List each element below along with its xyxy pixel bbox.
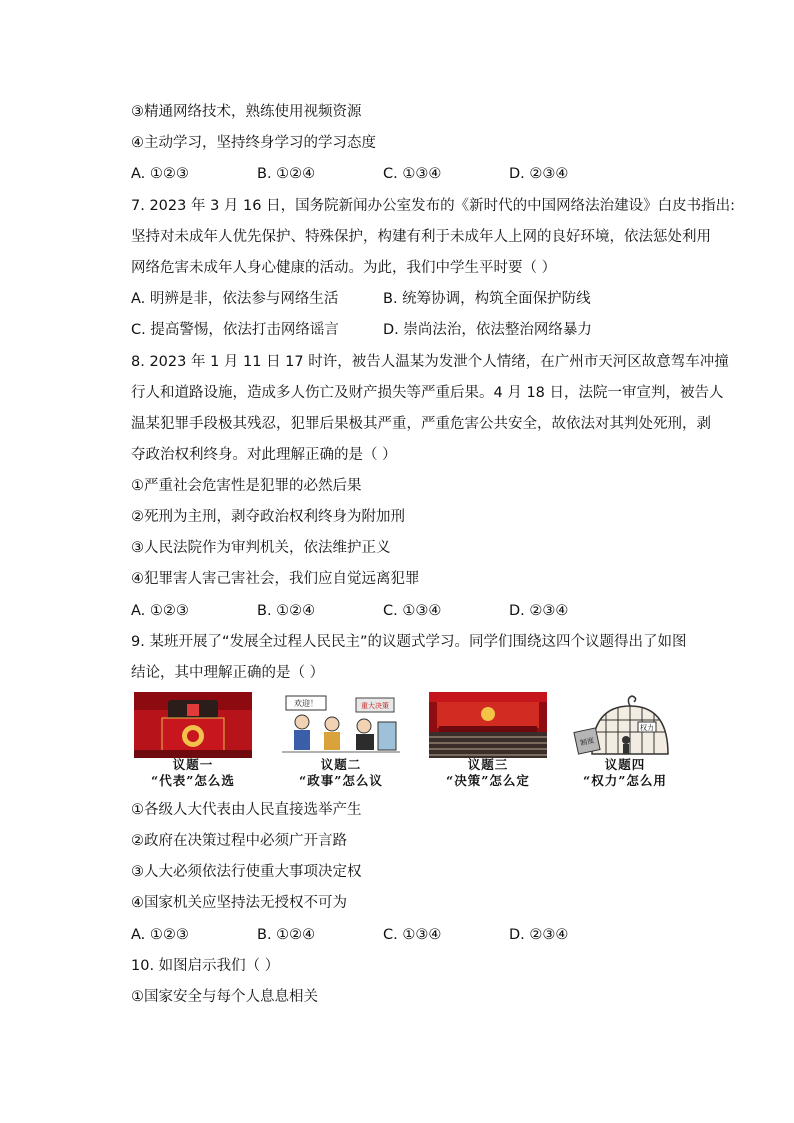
q6-statement-4: ④主动学习，坚持终身学习的学习态度 <box>131 135 376 151</box>
topic-2-sign-text: 重大决策 <box>361 702 389 710</box>
q7-stem-line-3: 网络危害未成年人身心健康的活动。为此，我们中学生平时要（ ） <box>131 260 557 276</box>
q7-stem-line-2: 坚持对未成年人优先保护、特殊保护，构建有利于未成年人上网的良好环境，依法惩处利用 <box>131 229 711 245</box>
topic-1-image <box>134 692 252 758</box>
topic-1-title: 议题一 <box>172 757 214 772</box>
q6-option-d: D. ②③④ <box>509 166 569 182</box>
q10-stem: 10. 如图启示我们（ ） <box>131 958 280 974</box>
q9-statement-4: ④国家机关应坚持法无授权不可为 <box>131 895 347 911</box>
q8-stem-line-3: 温某犯罪手段极其残忍，犯罪后果极其严重，严重危害公共安全，故依法对其判处死刑，剥 <box>131 416 711 432</box>
q6-option-a: A. ①②③ <box>131 166 189 182</box>
q7-option-d: D. 崇尚法治，依法整治网络暴力 <box>383 322 592 338</box>
topic-2-title: 议题二 <box>320 757 362 772</box>
q10-statement-1: ①国家安全与每个人息息相关 <box>131 989 318 1005</box>
q9-statement-3: ③人大必须依法行使重大事项决定权 <box>131 864 362 880</box>
q8-option-a: A. ①②③ <box>131 603 189 619</box>
q8-stem-line-2: 行人和道路设施，造成多人伤亡及财产损失等严重后果。4 月 18 日，法院一审宣判，被告人 <box>131 385 724 401</box>
q9-statement-1: ①各级人大代表由人民直接选举产生 <box>131 802 362 818</box>
q9-stem-line-1: 9. 某班开展了“发展全过程人民民主”的议题式学习。同学们围绕这四个议题得出了如图 <box>131 634 687 650</box>
q8-statement-1: ①严重社会危害性是犯罪的必然后果 <box>131 478 362 494</box>
topic-3-subtitle: “决策”怎么定 <box>446 773 530 788</box>
topic-4-subtitle: “权力”怎么用 <box>583 773 667 788</box>
q9-option-c: C. ①③④ <box>383 927 442 943</box>
topic-2-image <box>282 692 400 758</box>
q7-option-b: B. 统筹协调，构筑全面保护防线 <box>383 291 591 307</box>
q7-stem-line-1: 7. 2023 年 3 月 16 日，国务院新闻办公室发布的《新时代的中国网络法治建设》白皮书指出: <box>131 198 735 214</box>
q9-option-a: A. ①②③ <box>131 927 189 943</box>
topic-4-label-system: 制度 <box>579 736 595 748</box>
topic-4-title: 议题四 <box>604 757 646 772</box>
topic-4-label-power: 权力 <box>640 724 654 732</box>
q9-stem-line-2: 结论，其中理解正确的是（ ） <box>131 665 325 681</box>
q8-option-d: D. ②③④ <box>509 603 569 619</box>
q8-option-b: B. ①②④ <box>257 603 316 619</box>
topic-3-image <box>429 692 547 758</box>
q8-statement-2: ②死刑为主刑，剥夺政治权利终身为附加刑 <box>131 509 405 525</box>
q7-option-a: A. 明辨是非，依法参与网络生活 <box>131 291 339 307</box>
topic-3-title: 议题三 <box>467 757 509 772</box>
q9-option-d: D. ②③④ <box>509 927 569 943</box>
q8-statement-3: ③人民法院作为审判机关，依法维护正义 <box>131 540 391 556</box>
topic-2-bubble-text: 欢迎！ <box>294 699 318 708</box>
q9-statement-2: ②政府在决策过程中必须广开言路 <box>131 833 347 849</box>
q6-option-b: B. ①②④ <box>257 166 316 182</box>
q6-statement-3: ③精通网络技术，熟练使用视频资源 <box>131 104 362 120</box>
q8-option-c: C. ①③④ <box>383 603 442 619</box>
q7-option-c: C. 提高警惕，依法打击网络谣言 <box>131 322 339 338</box>
q8-statement-4: ④犯罪害人害己害社会，我们应自觉远离犯罪 <box>131 571 420 587</box>
q9-option-b: B. ①②④ <box>257 927 316 943</box>
topic-4-image <box>566 692 684 758</box>
q8-stem-line-1: 8. 2023 年 1 月 11 日 17 时许，被告人温某为发泄个人情绪，在广州市天河区故意驾车冲撞 <box>131 354 729 370</box>
topic-1-subtitle: “代表”怎么选 <box>151 773 235 788</box>
q6-option-c: C. ①③④ <box>383 166 442 182</box>
q8-stem-line-4: 夺政治权利终身。对此理解正确的是（ ） <box>131 447 397 463</box>
topic-2-subtitle: “政事”怎么议 <box>299 773 383 788</box>
